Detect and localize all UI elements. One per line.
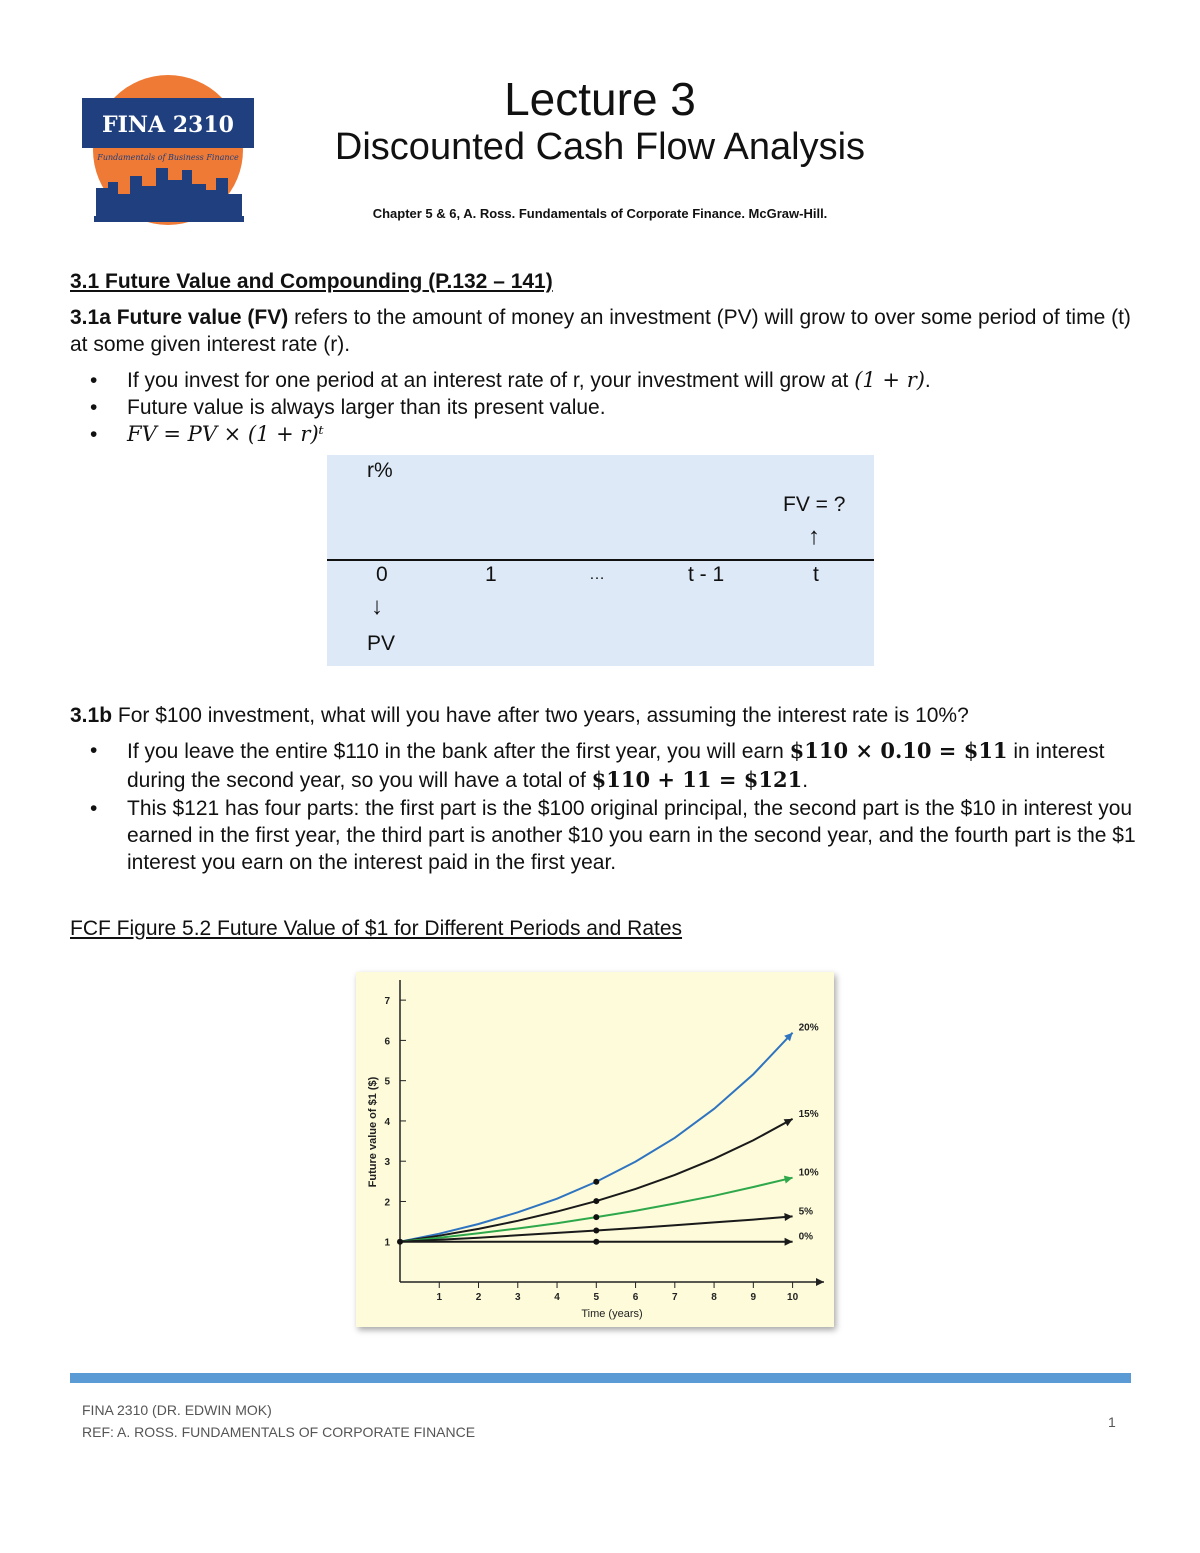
section-heading-3-1: 3.1 Future Value and Compounding (P.132 – 141) [70, 270, 553, 293]
y-tick-label: 6 [384, 1036, 390, 1048]
y-tick-label: 1 [384, 1237, 390, 1249]
origin-marker [397, 1239, 403, 1245]
series-arrowhead [784, 1212, 793, 1221]
list-item [70, 421, 1140, 448]
footer-divider [70, 1373, 1131, 1383]
y-tick-label: 5 [384, 1076, 390, 1088]
interest-calc: $110 × 0.10 = $11 [789, 738, 1008, 763]
x-axis-arrow [816, 1278, 824, 1286]
list-item [70, 737, 1140, 795]
timeline-fv-label: FV = ? [783, 493, 846, 516]
question-3-1b: For $100 investment, what will you have after two years, assuming the interest rate is 10%? [112, 704, 969, 727]
page-subtitle: Discounted Cash Flow Analysis [334, 126, 866, 168]
up-arrow-icon: ↑ [808, 523, 820, 550]
series-arrowhead [784, 1115, 795, 1126]
timeline-period-t-1: t - 1 [688, 563, 725, 586]
fv-chart [356, 972, 834, 1327]
page-number: 1 [1108, 1414, 1116, 1430]
series-label: 0% [798, 1231, 814, 1243]
y-tick-label: 2 [384, 1197, 390, 1209]
series-marker [593, 1214, 599, 1220]
timeline-period-ellipsis: … [589, 566, 605, 583]
definition-future-value: refers to the amount of money an investment (PV) will grow to over some period of time (t) at some given interest rate (r). [70, 306, 1131, 356]
timeline-period-1: 1 [485, 563, 497, 586]
footer-course: FINA 2310 (DR. EDWIN MOK) [82, 1402, 272, 1418]
timeline-period-t: t [813, 563, 819, 586]
series-marker [593, 1198, 599, 1204]
bullet-tail: . [802, 769, 809, 792]
series-arrowhead [785, 1238, 793, 1246]
logo-tagline: Fundamentals of Business Finance [97, 153, 239, 162]
y-tick-label: 3 [384, 1157, 390, 1169]
total-calc: $110 + 11 = $121 [591, 767, 803, 792]
bullet-text: Future value is always larger than its present value. [127, 396, 606, 419]
label-3-1b: 3.1b [70, 704, 113, 727]
timeline-rate-label: r% [367, 459, 393, 482]
series-marker [593, 1179, 599, 1185]
fv-formula: FV = PV × (1 + r)ᵗ [127, 422, 324, 446]
timeline-period-0: 0 [376, 563, 388, 586]
fv-chart-panel [356, 972, 834, 1327]
series-marker [593, 1239, 599, 1245]
y-axis-label: Future value of $1 ($) [367, 1076, 379, 1188]
x-tick-label: 6 [632, 1292, 639, 1303]
x-tick-label: 9 [750, 1292, 757, 1303]
x-tick-label: 2 [475, 1292, 482, 1303]
series-label: 5% [798, 1206, 814, 1218]
series-label: 20% [798, 1022, 819, 1034]
series-label: 10% [798, 1167, 819, 1179]
bullet-list-3-1a [70, 367, 1140, 448]
list-item [70, 394, 1140, 421]
x-tick-label: 5 [593, 1292, 600, 1303]
bullet-list-3-1b [70, 737, 1140, 876]
bullet-text: in interest during the second year, so you will have a total of [127, 740, 1105, 792]
series-marker [593, 1227, 599, 1233]
y-tick-label: 7 [384, 996, 390, 1008]
x-tick-label: 3 [514, 1292, 521, 1303]
timeline-pv-label: PV [367, 632, 396, 655]
bullet-math: (1 + r) [854, 368, 925, 392]
paragraph-3-1a [70, 304, 1140, 358]
list-item [70, 795, 1140, 876]
x-tick-label: 10 [787, 1292, 799, 1303]
page-title: Lecture 3 [504, 73, 696, 125]
bullet-text: If you leave the entire $110 in the bank after the first year, you will earn [127, 740, 790, 763]
course-logo [78, 70, 258, 225]
y-tick-label: 4 [384, 1116, 390, 1128]
x-tick-label: 8 [711, 1292, 717, 1303]
logo-text: FINA 2310 [102, 112, 234, 138]
series-line-20pct [400, 1033, 793, 1242]
fv-timeline-diagram [327, 455, 874, 666]
footer-reference: REF: A. ROSS. FUNDAMENTALS OF CORPORATE FINANCE [82, 1424, 476, 1440]
bullet-tail: . [924, 369, 931, 392]
x-tick-label: 1 [436, 1292, 443, 1303]
figure-caption: FCF Figure 5.2 Future Value of $1 for Different Periods and Rates [70, 917, 683, 940]
term-future-value: 3.1a Future value (FV) [70, 306, 289, 329]
paragraph-3-1b [70, 702, 1140, 729]
x-tick-label: 7 [672, 1292, 678, 1303]
x-tick-label: 4 [554, 1292, 560, 1303]
x-axis-label: Time (years) [581, 1308, 643, 1320]
timeline-axis [327, 559, 874, 561]
bullet-text: If you invest for one period at an interest rate of r, your investment will grow at [127, 369, 855, 392]
textbook-reference: Chapter 5 & 6, A. Ross. Fundamentals of Corporate Finance. McGraw-Hill. [372, 206, 828, 221]
series-label: 15% [798, 1108, 819, 1120]
bullet-text: This $121 has four parts: the first part is the $100 original principal, the second part is the $10 in interest you earned in the first year, the third part is another $10 you earn in the second year, and the fourth part is the $1 interest you earn on the interest paid in the first year. [127, 797, 1136, 874]
list-item [70, 367, 1140, 394]
down-arrow-icon: ↓ [371, 593, 383, 620]
